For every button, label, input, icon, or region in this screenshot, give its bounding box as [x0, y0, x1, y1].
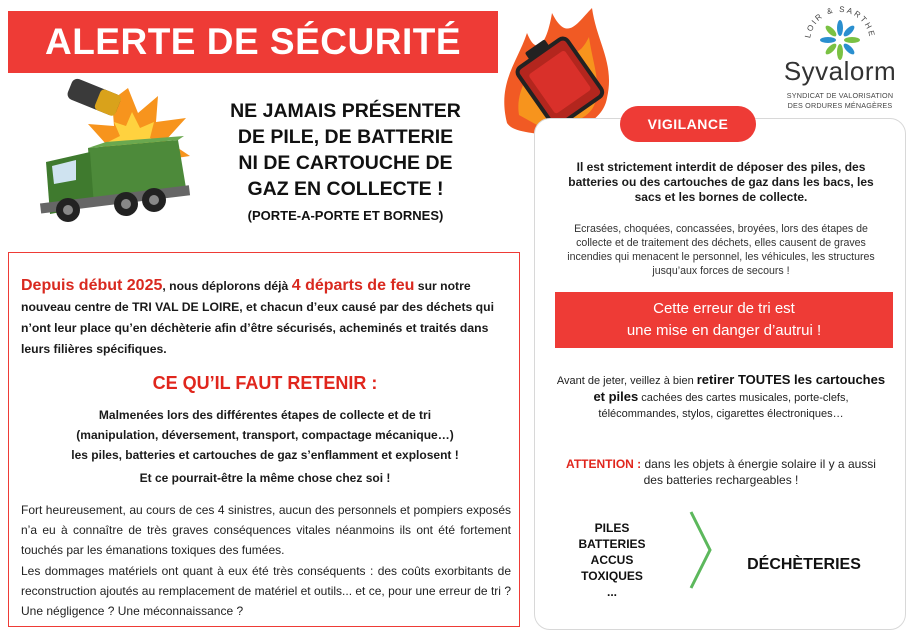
attention-text: ATTENTION : dans les objets à énergie solaire il y a aussi des batteries rechargeables !	[566, 457, 876, 487]
logo-name: Syvalorm	[783, 56, 897, 86]
retain-body: Malmenées lors des différentes étapes de collecte et de tri (manipulation, déversement, transport, compactage mécanique…) les piles, batteries et cartouches de gaz s’enflamment et explosent !	[71, 408, 459, 462]
arrow-right-icon	[688, 510, 714, 590]
advice-emphasis: retirer TOUTES les cartouches et piles	[593, 372, 886, 404]
flower-icon	[820, 20, 860, 60]
headline-line: NE JAMAIS PRÉSENTER	[230, 100, 461, 122]
intro-paragraph: Depuis début 2025, nous déplorons déjà 4 départs de feu sur notre nouveau centre de TRI VAL DE LOIRE, et chacun d’eux causé par des déchets qui n’ont leur place qu’en déchèterie afin d’être sécurisés, acheminés et traités dans leurs filières spécifiques.	[21, 277, 494, 356]
consequences-text: Ecrasées, choquées, concassées, broyées, lors des étapes de collecte et de traitement des déchets, elles causent de graves incendies qui menacent le personnel, les véhicules, les structures jusqu’aux forces de secours !	[567, 223, 875, 277]
list-item: PILES	[594, 521, 630, 535]
vigilance-badge: VIGILANCE	[620, 106, 756, 142]
headline-line: NI DE CARTOUCHE DE	[238, 152, 453, 174]
truck-icon	[40, 136, 190, 222]
list-item: BATTERIES	[578, 537, 646, 551]
danger-banner	[555, 292, 893, 348]
intro-date: Depuis début 2025	[21, 277, 163, 294]
danger-line: Cette erreur de tri est	[653, 300, 795, 317]
garbage-truck-explosion-illustration	[28, 78, 198, 228]
alert-title: ALERTE DE SÉCURITÉ	[44, 21, 462, 62]
hazard-items-list	[570, 520, 654, 600]
forbidden-text: Il est strictement interdit de déposer des piles, des batteries ou des cartouches de gaz dans les bacs, les sacs et les bornes de collecte.	[568, 160, 874, 204]
headline-line: GAZ EN COLLECTE !	[247, 178, 444, 200]
attention-label: ATTENTION :	[566, 457, 642, 471]
headline	[208, 98, 483, 202]
alert-banner	[8, 11, 498, 73]
advice-text: Avant de jeter, veillez à bien retirer TOUTES les cartouches et piles cachées des cartes musicales, porte-clefs, télécommandes, stylos, cigarettes électroniques…	[556, 372, 886, 420]
list-item: TOXIQUES	[581, 569, 643, 583]
danger-line: une mise en danger d’autrui !	[626, 322, 822, 339]
headline-line: DE PILE, DE BATTERIE	[237, 126, 454, 148]
intro-fire-count: 4 départs de feu	[291, 277, 415, 294]
list-item: ACCUS	[590, 553, 634, 567]
logo-subtitle: SYNDICAT DE VALORISATION DES ORDURES MÉNAGÈRES	[786, 91, 894, 110]
paragraph-personnel: Fort heureusement, au cours de ces 4 sinistres, aucun des personnels et pompiers exposés n’a eu à connaître de très graves conséquences vitales néanmoins ils ont été fortement touchés par les émanations toxiques des fumées.	[21, 503, 511, 557]
list-item: ...	[606, 585, 617, 599]
logo-arc-text: LOIR & SARTHE	[803, 4, 877, 39]
battery-icon	[66, 78, 122, 117]
paragraph-damages: Les dommages matériels ont quant à eux été très conséquents : des coûts exorbitants de reconstruction ajoutés au remplacement de matériel et outils... et ce, pour une erreur de tri ? Une négligence ? Une méconnaissance ?	[21, 564, 511, 618]
incident-info-box	[8, 252, 520, 627]
retain-footer: Et ce pourrait-être la même chose chez soi !	[139, 471, 391, 485]
destination-label: DÉCHÈTERIES	[747, 556, 861, 573]
headline-subtitle: (PORTE-A-PORTE ET BORNES)	[247, 208, 444, 223]
retain-title: CE QU’IL FAUT RETENIR :	[152, 373, 378, 393]
